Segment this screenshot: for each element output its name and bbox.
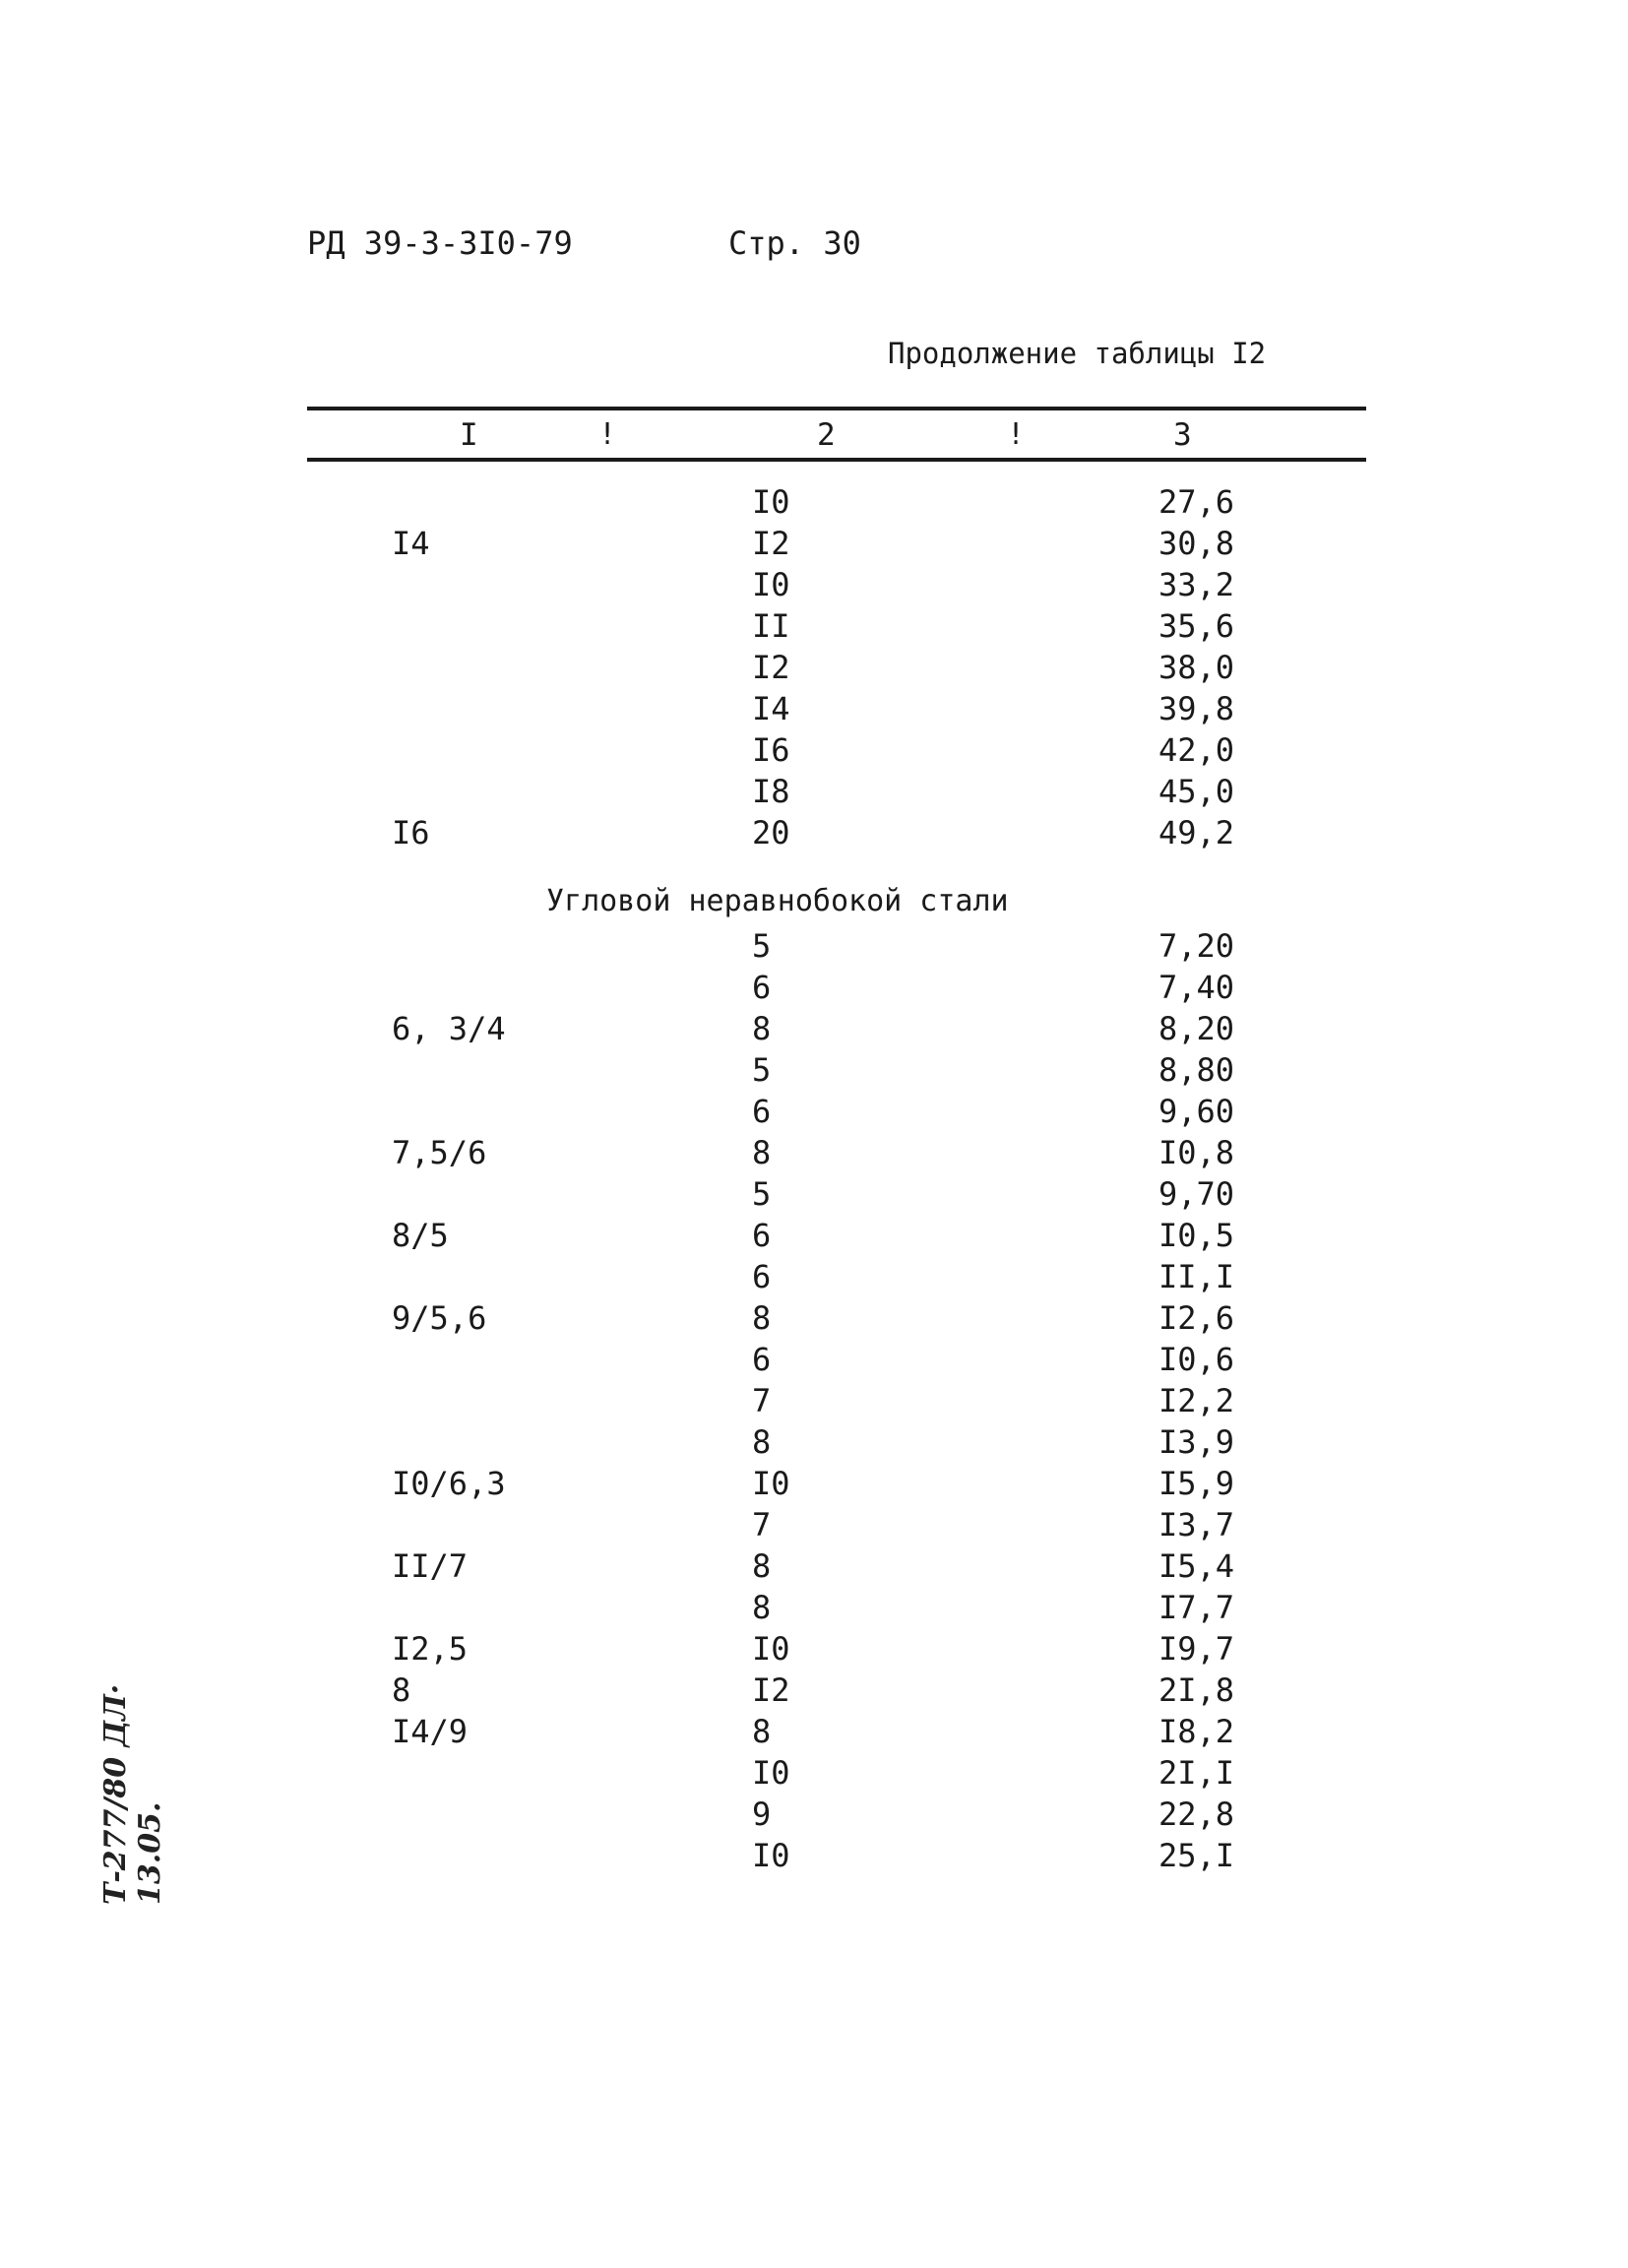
table-cell-col3: I0,8: [1158, 1134, 1235, 1171]
table-cell-col3: I2,2: [1158, 1382, 1235, 1419]
document-code: РД 39-3-3I0-79: [307, 224, 573, 262]
table-cell-col3: I9,7: [1158, 1630, 1235, 1668]
table-cell-col1: 6, 3/4: [392, 1010, 506, 1047]
table-cell-col1: II/7: [392, 1547, 469, 1585]
table-cell-col1: 8: [392, 1671, 411, 1709]
table-cell-col2: I0: [752, 1754, 790, 1792]
table-cell-col2: 5: [752, 1175, 772, 1213]
page-number: Стр. 30: [728, 224, 861, 262]
table-cell-col3: 38,0: [1158, 649, 1235, 686]
table-cell-col3: 35,6: [1158, 607, 1235, 645]
table-cell-col3: 9,60: [1158, 1093, 1235, 1130]
table-cell-col2: 6: [752, 1217, 772, 1254]
table-cell-col2: I0: [752, 1630, 790, 1668]
table-cell-col3: 9,70: [1158, 1175, 1235, 1213]
table-cell-col2: 8: [752, 1547, 772, 1585]
table-cell-col1: I2,5: [392, 1630, 469, 1668]
table-cell-col3: I3,7: [1158, 1506, 1235, 1544]
table-cell-col3: 2I,8: [1158, 1671, 1235, 1709]
table-cell-col2: I6: [752, 731, 790, 769]
table-cell-col3: I5,4: [1158, 1547, 1235, 1585]
table-cell-col2: 8: [752, 1134, 772, 1171]
table-cell-col2: 7: [752, 1506, 772, 1544]
table-cell-col2: 20: [752, 814, 790, 851]
table-cell-col3: 49,2: [1158, 814, 1235, 851]
table-cell-col2: I4: [752, 690, 790, 727]
table-cell-col1: 7,5/6: [392, 1134, 487, 1171]
table-cell-col3: 7,40: [1158, 969, 1235, 1006]
table-cell-col2: 8: [752, 1423, 772, 1461]
table-cell-col2: 8: [752, 1589, 772, 1626]
table-cell-col1: I4/9: [392, 1713, 469, 1750]
table-cell-col2: I2: [752, 649, 790, 686]
table-cell-col2: 6: [752, 1093, 772, 1130]
table-cell-col3: I3,9: [1158, 1423, 1235, 1461]
table-cell-col2: I2: [752, 1671, 790, 1709]
column-header-2: 2: [817, 417, 836, 453]
table-cell-col3: 7,20: [1158, 927, 1235, 965]
table-cell-col1: 8/5: [392, 1217, 449, 1254]
table-cell-col2: 7: [752, 1382, 772, 1419]
table-cell-col2: II: [752, 607, 790, 645]
table-cell-col3: 30,8: [1158, 525, 1235, 562]
table-cell-col2: 6: [752, 969, 772, 1006]
table-cell-col1: 9/5,6: [392, 1299, 487, 1337]
table-cell-col3: 45,0: [1158, 773, 1235, 810]
table-cell-col3: 33,2: [1158, 566, 1235, 603]
table-cell-col3: I5,9: [1158, 1465, 1235, 1502]
table-cell-col3: 39,8: [1158, 690, 1235, 727]
table-cell-col2: I0: [752, 1465, 790, 1502]
table-cell-col3: 25,I: [1158, 1837, 1235, 1874]
table-cell-col2: I0: [752, 566, 790, 603]
column-separator: !: [1007, 417, 1026, 452]
table-cell-col3: 27,6: [1158, 483, 1235, 521]
table-cell-col2: 8: [752, 1713, 772, 1750]
column-header-3: 3: [1173, 417, 1192, 453]
table-cell-col2: I8: [752, 773, 790, 810]
table-cell-col2: 9: [752, 1796, 772, 1833]
table-cell-col3: I0,6: [1158, 1341, 1235, 1378]
table-cell-col2: 5: [752, 927, 772, 965]
table-cell-col3: 2I,I: [1158, 1754, 1235, 1792]
table-top-rule: [307, 407, 1366, 410]
table-cell-col3: II,I: [1158, 1258, 1235, 1295]
table-caption: Продолжение таблицы I2: [888, 337, 1267, 370]
table-cell-col2: 8: [752, 1299, 772, 1337]
table-cell-col2: 8: [752, 1010, 772, 1047]
table-cell-col1: I6: [392, 814, 430, 851]
table-cell-col3: I7,7: [1158, 1589, 1235, 1626]
table-cell-col3: 22,8: [1158, 1796, 1235, 1833]
table-header-rule: [307, 458, 1366, 462]
section-title: Угловой неравнобокой стали: [546, 884, 1009, 918]
table-cell-col3: I0,5: [1158, 1217, 1235, 1254]
table-cell-col1: I0/6,3: [392, 1465, 506, 1502]
table-cell-col2: 6: [752, 1341, 772, 1378]
table-cell-col2: I0: [752, 483, 790, 521]
table-cell-col1: I4: [392, 525, 430, 562]
table-cell-col3: 8,20: [1158, 1010, 1235, 1047]
table-cell-col3: I2,6: [1158, 1299, 1235, 1337]
table-cell-col3: 42,0: [1158, 731, 1235, 769]
table-cell-col2: 5: [752, 1051, 772, 1089]
column-header-1: I: [460, 417, 478, 453]
table-cell-col3: I8,2: [1158, 1713, 1235, 1750]
table-cell-col2: I2: [752, 525, 790, 562]
margin-stamp: Т-277/80 ДЛ· 13.05.: [98, 1683, 167, 1905]
column-separator: !: [598, 417, 617, 452]
table-cell-col2: 6: [752, 1258, 772, 1295]
table-cell-col3: 8,80: [1158, 1051, 1235, 1089]
table-cell-col2: I0: [752, 1837, 790, 1874]
